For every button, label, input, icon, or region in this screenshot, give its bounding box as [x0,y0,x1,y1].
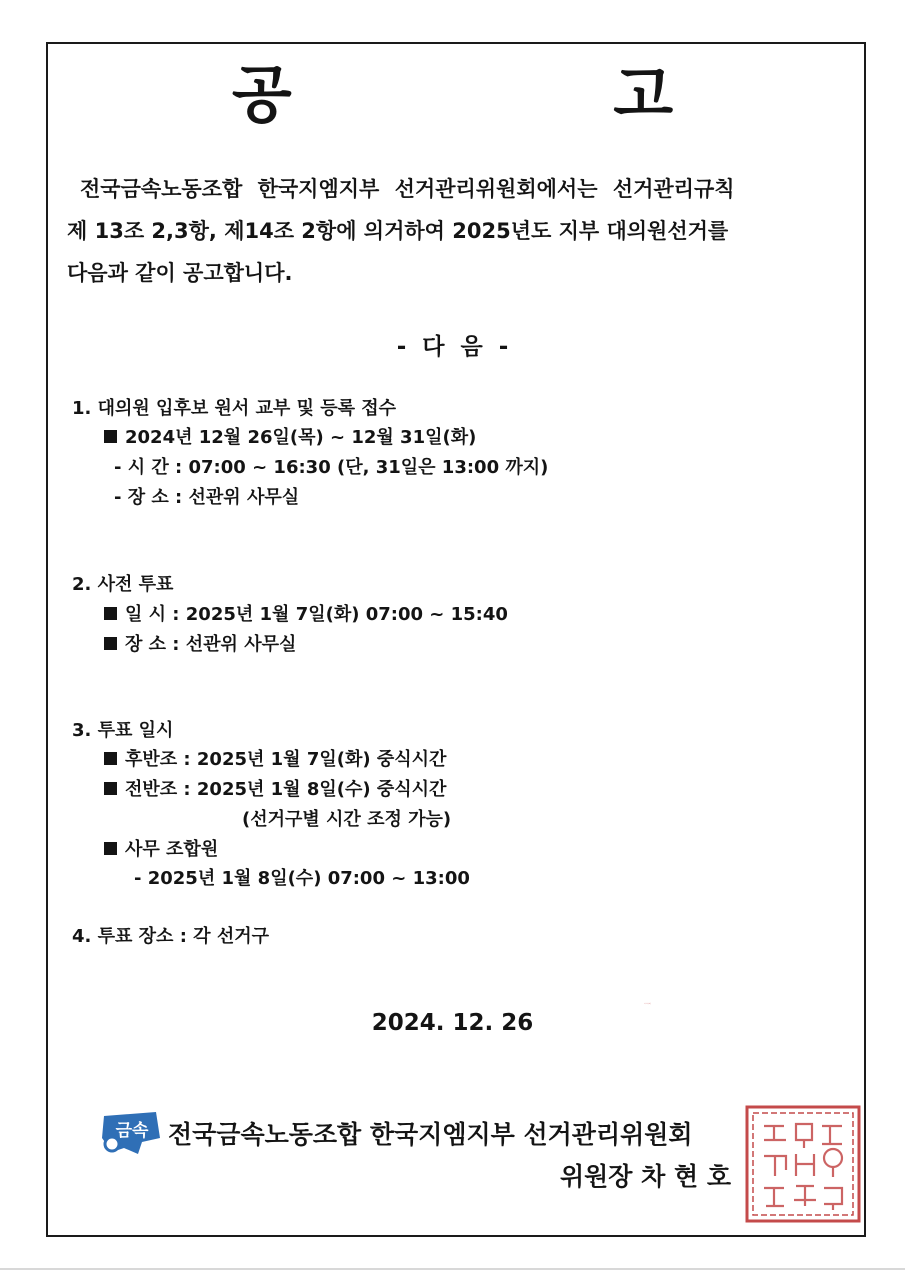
square-bullet-icon [104,752,117,765]
square-bullet-icon [104,607,117,620]
section-4-heading: 4. 투표 장소 : 각 선거구 [72,926,269,947]
square-bullet-icon [104,782,117,795]
seal-text: 선거관리위원회 [644,1004,651,1005]
chairperson-name: 위원장 차 현 호 [560,1162,732,1191]
intro-line-2: 제 13조 2,3항, 제14조 2항에 의거하여 2025년도 지부 대의원선거를 [67,219,729,243]
notice-title: 공 고 [231,58,824,131]
section-3-note: (선거구별 시간 조정 가능) [242,809,452,830]
section-3-heading: 3. 투표 일시 [72,720,174,741]
section-1-place: - 장 소 : 선관위 사무실 [114,487,300,508]
intro-paragraph [67,168,860,294]
subtitle-following: - 다 음 - [396,334,509,360]
intro-line-3: 다음과 같이 공고합니다. [67,261,293,285]
logo-text: 금속 [115,1121,149,1141]
section-3-late-shift: 후반조 : 2025년 1월 7일(화) 중식시간 [104,747,446,773]
section-2-place: 장 소 : 선관위 사무실 [104,632,296,658]
intro-line-1: 전국금속노동조합 한국지엠지부 선거관리위원회에서는 선거관리규칙 [80,177,735,201]
square-bullet-icon [104,430,117,443]
square-bullet-icon [104,637,117,650]
square-bullet-icon [104,842,117,855]
section-1-heading: 1. 대의원 입후보 원서 교부 및 등록 접수 [72,398,397,419]
notice-date: 2024. 12. 26 [371,1010,534,1036]
union-logo-icon [98,1108,162,1158]
section-2-datetime: 일 시 : 2025년 1월 7일(화) 07:00 ~ 15:40 [104,602,508,628]
organization-name: 전국금속노동조합 한국지엠지부 선거관리위원회 [168,1120,693,1149]
section-3-office-time: - 2025년 1월 8일(수) 07:00 ~ 13:00 [134,868,470,889]
section-3-office-label: 사무 조합원 [104,837,218,863]
section-3-early-shift: 전반조 : 2025년 1월 8일(수) 중식시간 [104,777,446,803]
section-1-date: 2024년 12월 26일(목) ~ 12월 31일(화) [104,425,476,451]
page-edge-rule [0,1268,905,1270]
section-2-heading: 2. 사전 투표 [72,574,174,595]
section-1-time: - 시 간 : 07:00 ~ 16:30 (단, 31일은 13:00 까지) [114,457,549,478]
